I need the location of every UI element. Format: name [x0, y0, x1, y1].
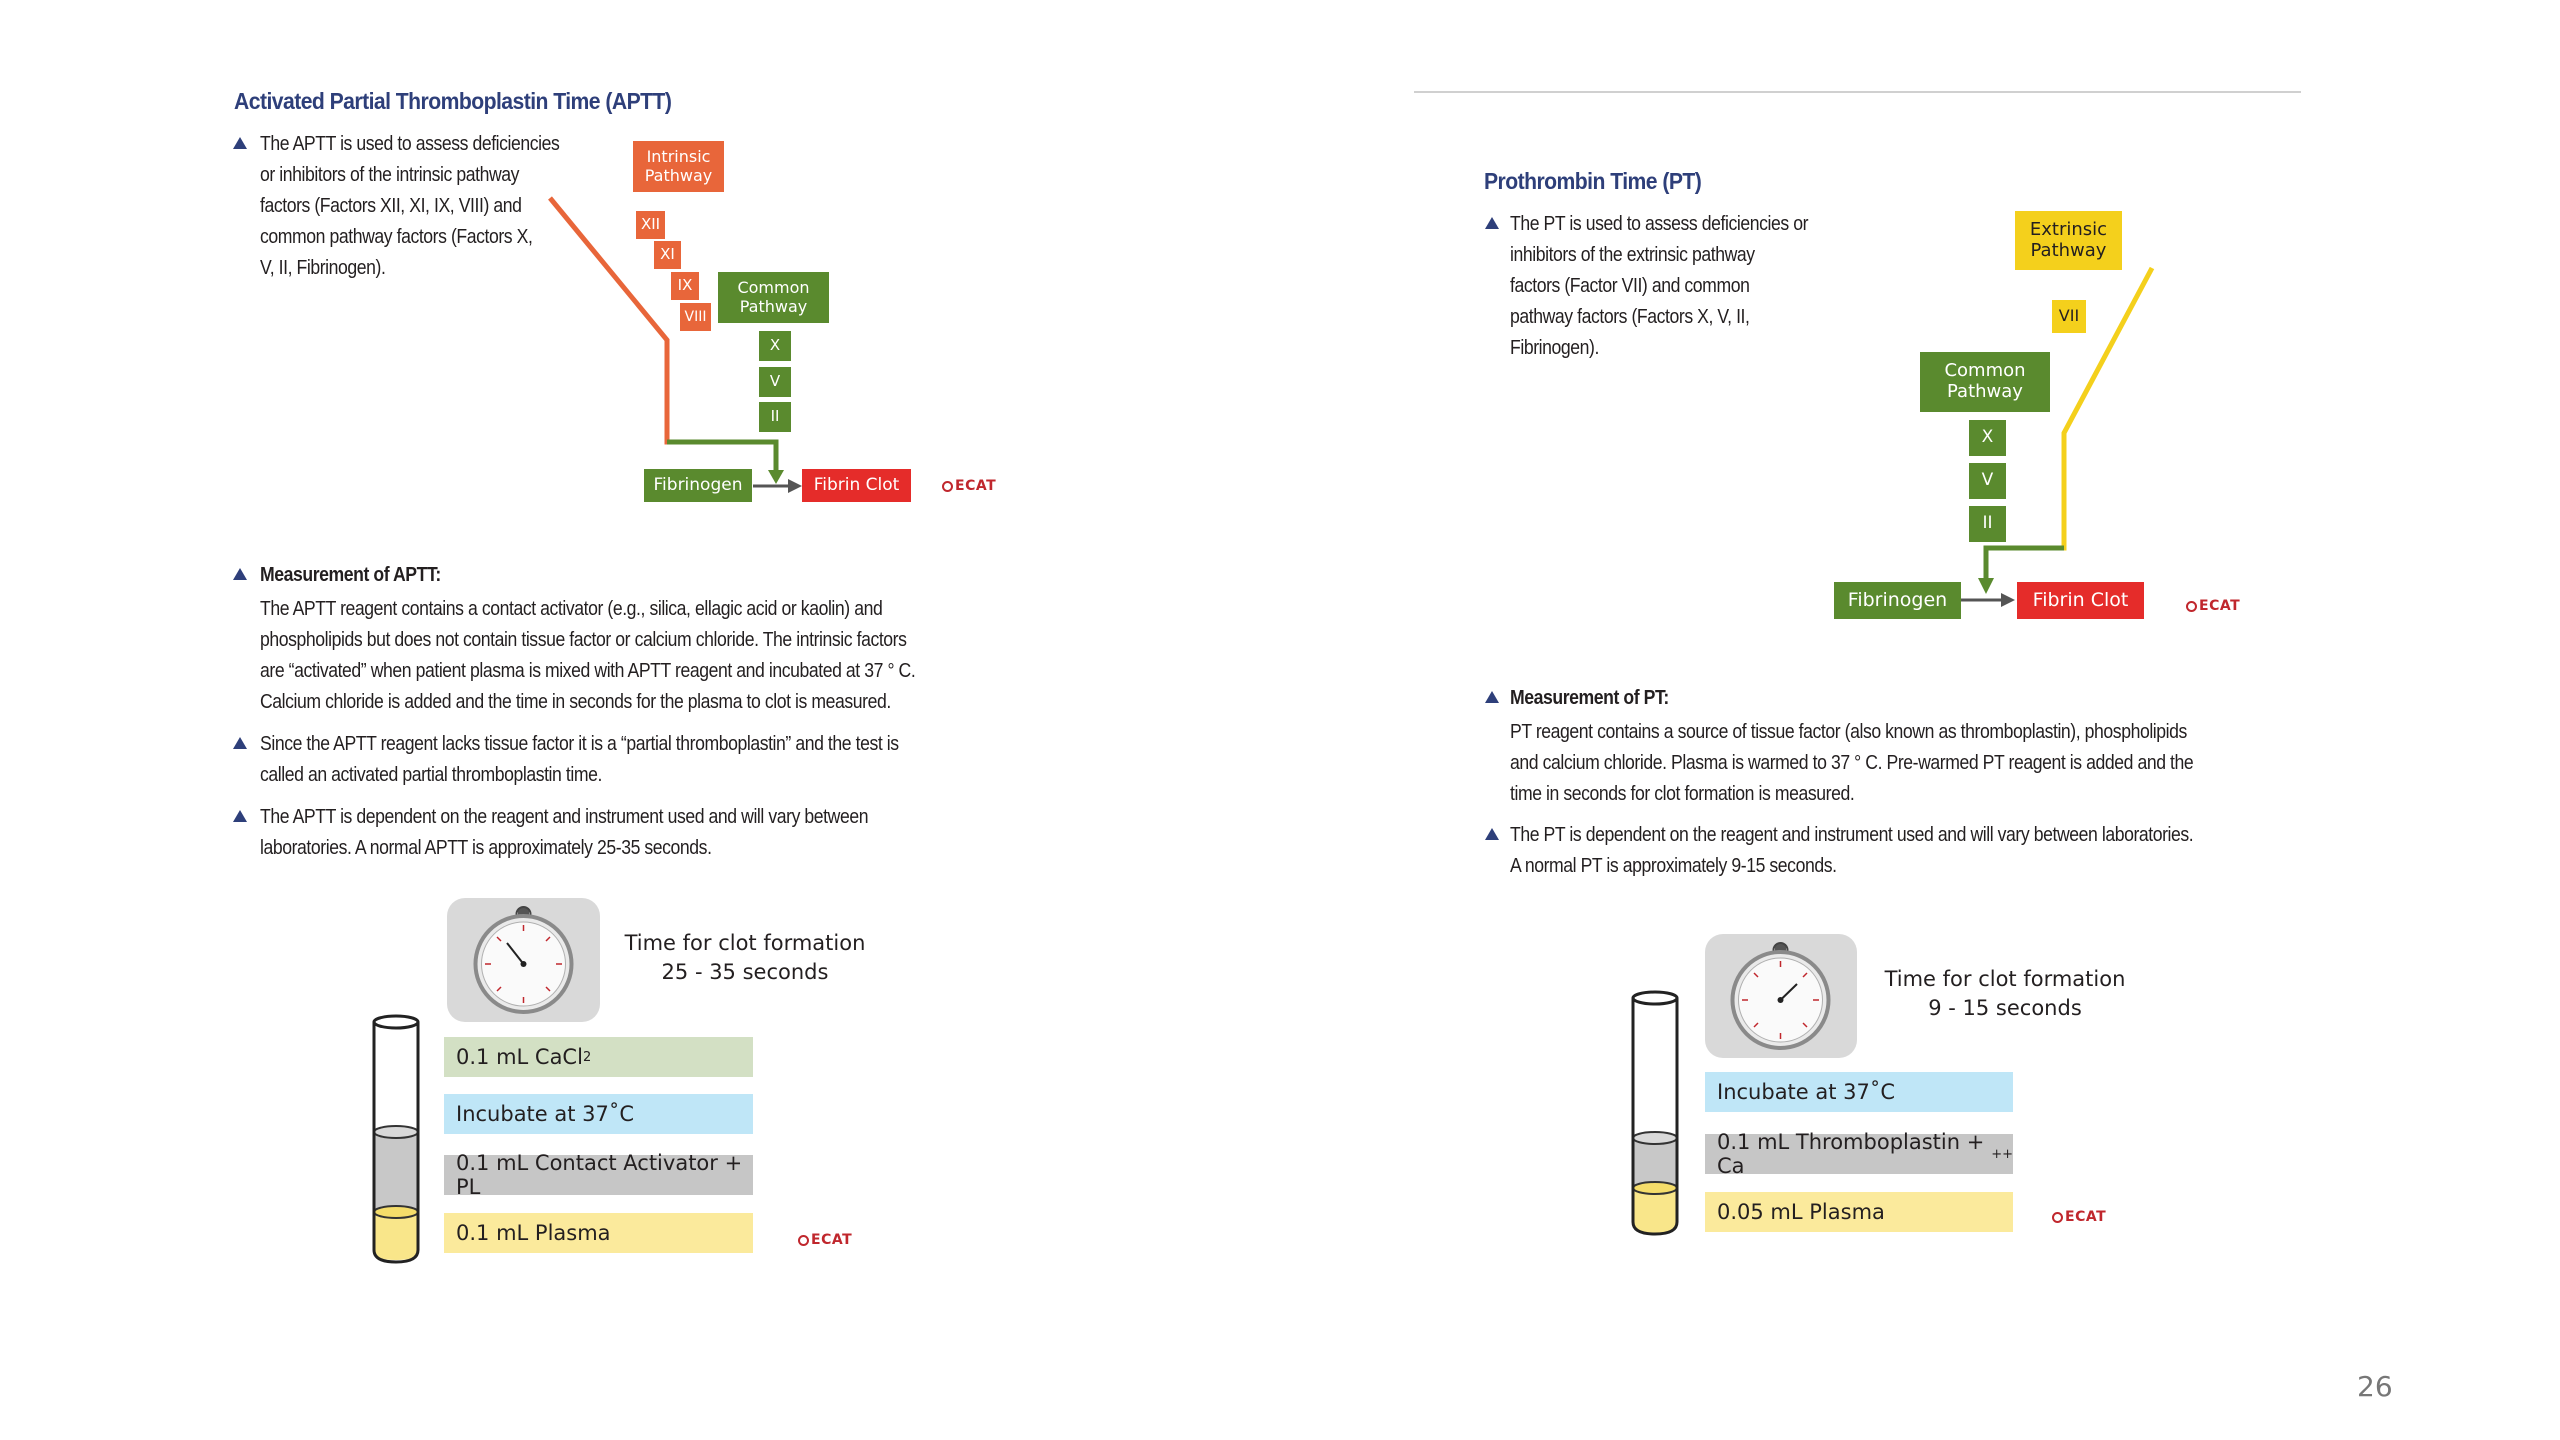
text-line: The APTT is used to assess deficiencies — [260, 132, 560, 155]
logo-text: ECAT — [811, 1232, 853, 1248]
strip-plasma: 0.1 mL Plasma — [444, 1213, 753, 1253]
extrinsic-pathway-box: Extrinsic Pathway — [2015, 211, 2122, 270]
pt-title: Prothrombin Time (PT) — [1484, 168, 1702, 194]
arrow-right-icon — [2001, 593, 2015, 607]
text-line: are “activated” when patient plasma is mixed with APTT reagent and incubated at 37 ° C. — [260, 659, 916, 682]
fibrinogen-box: Fibrinogen — [1834, 582, 1961, 619]
superscript: ++ — [1991, 1146, 2013, 1162]
ecat-logo — [2186, 598, 2240, 614]
text-line: Fibrinogen). — [1510, 336, 1599, 359]
subscript: 2 — [582, 1049, 592, 1065]
text-line: factors (Factors XII, XI, IX, VIII) and — [260, 194, 522, 217]
text-line: phospholipids but does not contain tissue factor or calcium chloride. The intrinsic factors — [260, 628, 907, 651]
fibrin-clot-box: Fibrin Clot — [802, 469, 911, 502]
text-line: The PT is dependent on the reagent and instrument used and will vary between laboratories. — [1510, 823, 2194, 846]
factor-xi-box: XI — [654, 241, 681, 269]
arrow-head-icon — [1978, 578, 1994, 594]
ecat-logo — [2052, 1209, 2106, 1225]
stopwatch-image — [1705, 934, 1857, 1058]
fibrinogen-box: Fibrinogen — [644, 469, 752, 502]
factor-vii-box: VII — [2052, 300, 2086, 333]
caption-line: Time for clot formation — [1884, 967, 2126, 991]
pt-measurement — [1510, 682, 2304, 809]
strip-thromboplastin — [1705, 1130, 2013, 1178]
aptt-title: Activated Partial Thromboplastin Time (APTT) — [234, 88, 672, 114]
bullet-icon — [1485, 828, 1499, 840]
logo-ring-icon — [2052, 1212, 2063, 1223]
page-number: 26 — [2357, 1370, 2393, 1403]
strip-label: 0.1 mL CaCl — [456, 1045, 583, 1069]
text-line: called an activated partial thromboplastin time. — [260, 763, 602, 786]
text-line: Since the APTT reagent lacks tissue factor it is a “partial thromboplastin” and the test is — [260, 732, 899, 755]
intrinsic-pathway-box: Intrinsic Pathway — [633, 141, 724, 192]
factor-ix-box: IX — [671, 272, 699, 300]
logo-ring-icon — [2186, 601, 2197, 612]
text-line: factors (Factor VII) and common — [1510, 274, 1750, 297]
text-line: PT reagent contains a source of tissue factor (also known as thromboplastin), phospholipids — [1510, 720, 2187, 743]
text-line: A normal PT is approximately 9-15 seconds. — [1510, 854, 1837, 877]
caption-line: Time for clot formation — [624, 931, 866, 955]
common-path-line — [1986, 548, 2064, 585]
measurement-heading: Measurement of PT: — [1510, 686, 1669, 709]
strip-incubate: Incubate at 37˚C — [444, 1094, 753, 1134]
logo-text: ECAT — [2065, 1209, 2107, 1225]
text-line: or inhibitors of the intrinsic pathway — [260, 163, 520, 186]
text-line: laboratories. A normal APTT is approximately 25-35 seconds. — [260, 836, 712, 859]
common-pathway-box: Common Pathway — [1920, 352, 2050, 412]
text-line: and calcium chloride. Plasma is warmed to 37 ° C. Pre-warmed PT reagent is added and the — [1510, 751, 2194, 774]
factor-x-box: X — [759, 331, 791, 361]
measurement-heading: Measurement of APTT: — [260, 563, 441, 586]
stopwatch-icon — [1705, 934, 1857, 1058]
text-line: inhibitors of the extrinsic pathway — [1510, 243, 1755, 266]
caption-line: 25 - 35 seconds — [661, 960, 829, 984]
factor-viii-box: VIII — [680, 303, 711, 331]
factor-ii-box: II — [759, 402, 791, 432]
text-line: time in seconds for clot formation is measured. — [1510, 782, 1855, 805]
text-line: common pathway factors (Factors X, — [260, 225, 533, 248]
text-line: Calcium chloride is added and the time in seconds for the plasma to clot is measured. — [260, 690, 891, 713]
text-line: V, II, Fibrinogen). — [260, 256, 386, 279]
bullet-icon — [1485, 691, 1499, 703]
logo-text: ECAT — [2199, 598, 2241, 614]
pt-clot-caption — [1880, 965, 2130, 1023]
pt-normal-note — [1510, 819, 2305, 881]
strip-plasma: 0.05 mL Plasma — [1705, 1192, 2013, 1232]
strip-contact-activator: 0.1 mL Contact Activator + PL — [444, 1155, 753, 1195]
factor-ii-box: II — [1969, 506, 2006, 542]
strip-incubate: Incubate at 37˚C — [1705, 1072, 2013, 1112]
strip-label: 0.1 mL Thromboplastin + Ca — [1717, 1130, 1985, 1178]
factor-v-box: V — [1969, 463, 2006, 499]
text-line: The APTT reagent contains a contact activator (e.g., silica, ellagic acid or kaolin) and — [260, 597, 883, 620]
factor-v-box: V — [759, 367, 791, 397]
text-line: The PT is used to assess deficiencies or — [1510, 212, 1809, 235]
caption-line: 9 - 15 seconds — [1928, 996, 2082, 1020]
text-line: The APTT is dependent on the reagent and instrument used and will vary between — [260, 805, 869, 828]
factor-x-box: X — [1969, 420, 2006, 456]
logo-text: ECAT — [955, 478, 997, 494]
text-line: pathway factors (Factors X, V, II, — [1510, 305, 1750, 328]
common-pathway-box: Common Pathway — [718, 272, 829, 323]
factor-xii-box: XII — [636, 211, 665, 239]
test-tube-icon — [1625, 988, 1685, 1240]
fibrin-clot-box: Fibrin Clot — [2017, 582, 2144, 619]
